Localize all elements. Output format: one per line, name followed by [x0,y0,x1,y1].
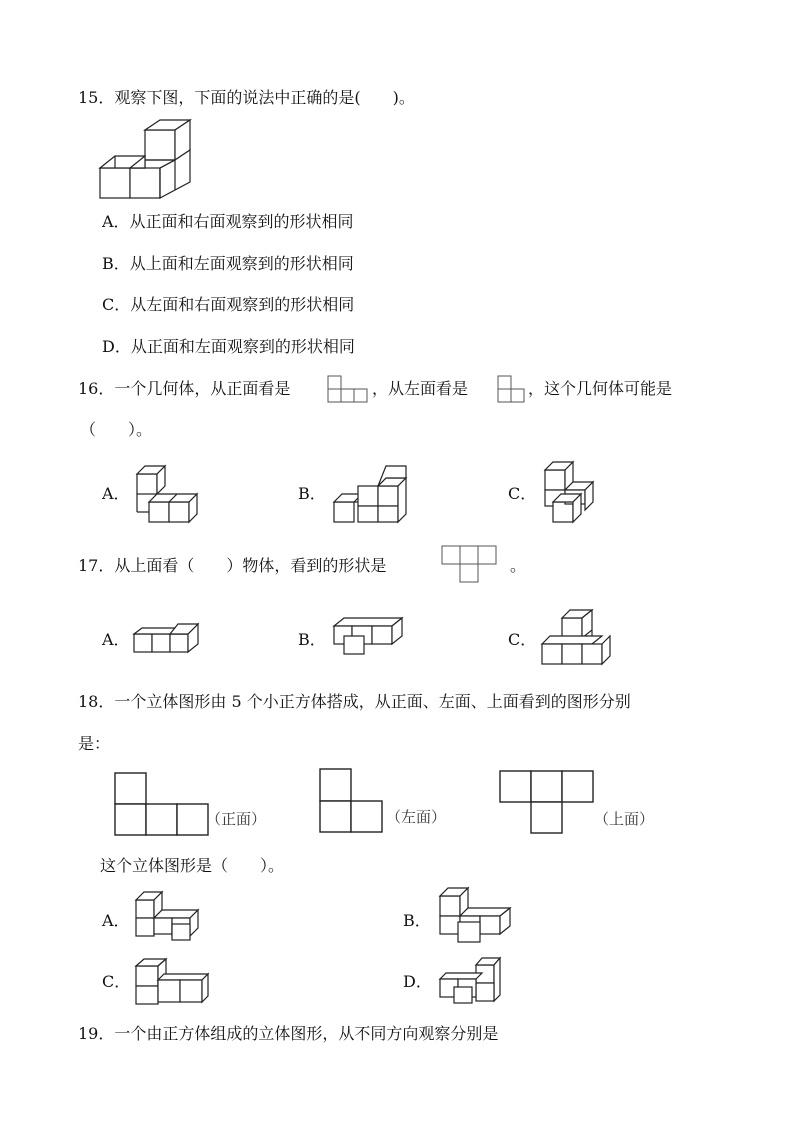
q15-option-c: C．从左面和右面观察到的形状相同 [102,295,355,314]
q16-stem-part1: 16．一个几何体，从正面看是 [78,379,291,398]
q16-option-a-label: A． [102,484,130,503]
q18-option-c-figure [134,956,210,1006]
q17-option-a-label: A． [102,630,130,649]
q18-stem-line2: 是： [78,734,111,753]
q17-option-b-figure [332,614,408,658]
q16-front-view-figure [327,375,369,403]
q18-option-a-label: A． [102,911,130,930]
q18-option-c-label: C． [102,972,131,991]
q18-option-b-label: B． [403,911,431,930]
q17-option-a-figure [132,620,202,658]
q18-option-d-figure [438,955,502,1007]
q18-front-label: （正面） [206,810,267,828]
q15-option-a: A．从正面和右面观察到的形状相同 [102,212,354,231]
q18-top-label: （上面） [594,810,655,828]
q17-option-c-label: C． [508,630,537,649]
q17-stem-part1: 17．从上面看（ ）物体，看到的形状是 [78,556,387,575]
q16-option-b-figure [332,464,414,526]
q15-option-d: D．从正面和左面观察到的形状相同 [102,337,355,356]
q16-stem-line2: （ ）。 [80,420,153,439]
q18-question: 这个立体图形是（ ）。 [100,856,285,875]
q15-option-b: B．从上面和左面观察到的形状相同 [102,254,354,273]
q18-stem-line1: 18．一个立体图形由 5 个小正方体搭成，从正面、左面、上面看到的图形分别 [78,692,631,711]
q16-stem-part2: ，从左面看是 [372,379,469,398]
q17-option-b-label: B． [298,630,326,649]
q16-left-view-figure [497,375,527,403]
q18-left-label: （左面） [386,808,447,826]
q18-option-d-label: D． [403,972,432,991]
q16-option-a-figure [135,464,201,526]
q17-option-c-figure [540,606,614,668]
q19-stem: 19．一个由正方体组成的立体图形，从不同方向观察分别是 [78,1024,499,1043]
q16-option-c-label: C． [508,484,537,503]
q15-cube-figure [98,118,193,202]
q18-top-view-figure [499,770,595,834]
q16-option-c-figure [543,460,599,526]
q17-stem-part2: 。 [510,556,527,575]
q18-left-view-figure [319,768,383,834]
q17-top-view-figure [441,545,501,583]
q18-option-a-figure [134,890,204,944]
q16-stem-part3: ，这个几何体可能是 [528,379,673,398]
q15-stem: 15．观察下图，下面的说法中正确的是( )。 [78,88,415,107]
q18-front-view-figure [114,772,210,836]
q16-option-b-label: B． [298,484,326,503]
q18-option-b-figure [438,886,514,946]
